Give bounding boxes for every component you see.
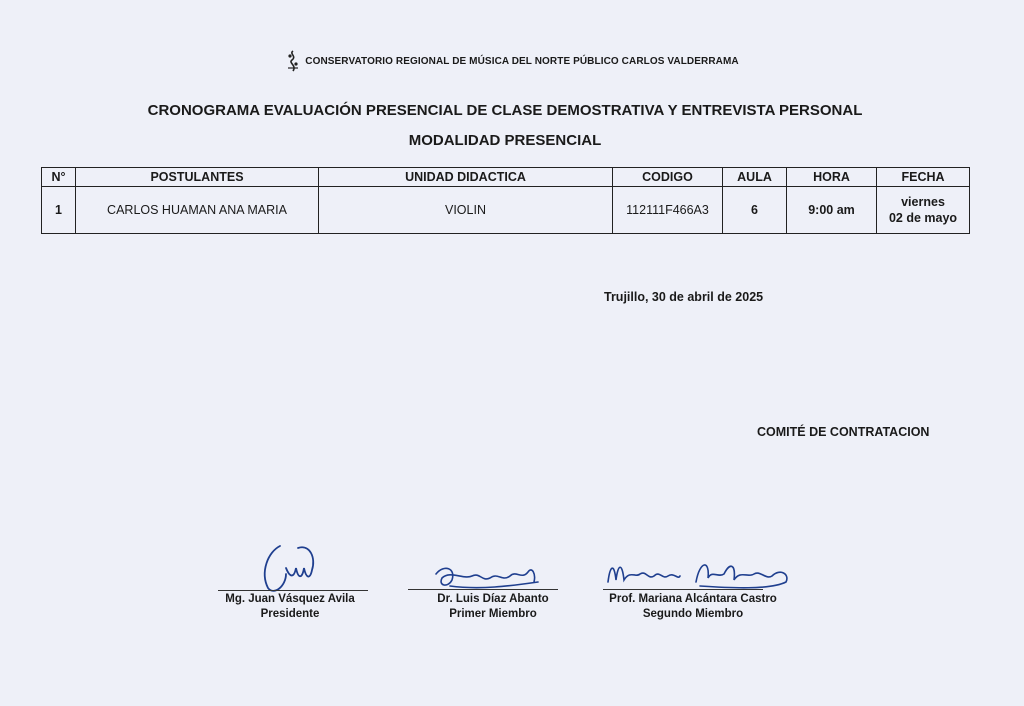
conservatory-logo-icon xyxy=(285,50,301,72)
signatory-president xyxy=(200,592,380,622)
signatory-role: Segundo Miembro xyxy=(642,608,744,620)
col-header-hora: HORA xyxy=(787,168,877,187)
col-header-postulantes: POSTULANTES xyxy=(76,168,319,187)
signatory-name: Dr. Luis Díaz Abanto xyxy=(437,593,549,605)
col-header-codigo: CODIGO xyxy=(613,168,723,187)
signature-line-second-member xyxy=(603,589,763,590)
signatory-name: Prof. Mariana Alcántara Castro xyxy=(609,593,777,605)
table-row xyxy=(42,187,970,234)
signatory-first-member xyxy=(393,592,593,622)
col-header-unidad: UNIDAD DIDACTICA xyxy=(319,168,613,187)
signature-line-first-member xyxy=(408,589,558,590)
cell-codigo: 112111F466A3 xyxy=(613,187,723,234)
col-header-aula: AULA xyxy=(723,168,787,187)
signatory-role: Primer Miembro xyxy=(449,608,537,620)
signatory-role: Presidente xyxy=(260,608,320,620)
cell-fecha xyxy=(877,187,970,234)
col-header-fecha: FECHA xyxy=(877,168,970,187)
document-subtitle: MODALIDAD PRESENCIAL xyxy=(408,132,602,149)
signatory-second-member xyxy=(583,592,803,622)
table-header-row xyxy=(42,168,970,187)
institution-header xyxy=(0,50,1024,72)
signature-president-icon xyxy=(250,538,330,598)
place-and-date: Trujillo, 30 de abril de 2025 xyxy=(604,290,764,304)
col-header-num: N° xyxy=(42,168,76,187)
signature-line-president xyxy=(218,590,368,591)
document-title: CRONOGRAMA EVALUACIÓN PRESENCIAL DE CLASE DEMOSTRATIVA Y ENTREVISTA PERSONAL xyxy=(147,102,863,119)
cell-unidad: VIOLIN xyxy=(319,187,613,234)
fecha-day: viernes xyxy=(901,195,945,209)
schedule-table xyxy=(41,167,970,234)
signatory-name: Mg. Juan Vásquez Avila xyxy=(225,593,355,605)
cell-hora: 9:00 am xyxy=(787,187,877,234)
cell-num: 1 xyxy=(42,187,76,234)
cell-aula: 6 xyxy=(723,187,787,234)
institution-name: CONSERVATORIO REGIONAL DE MÚSICA DEL NORTE PÚBLICO CARLOS VALDERRAMA xyxy=(305,55,739,67)
committee-label: COMITÉ DE CONTRATACION xyxy=(757,425,930,439)
cell-postulante: CARLOS HUAMAN ANA MARIA xyxy=(76,187,319,234)
fecha-date: 02 de mayo xyxy=(888,211,958,225)
